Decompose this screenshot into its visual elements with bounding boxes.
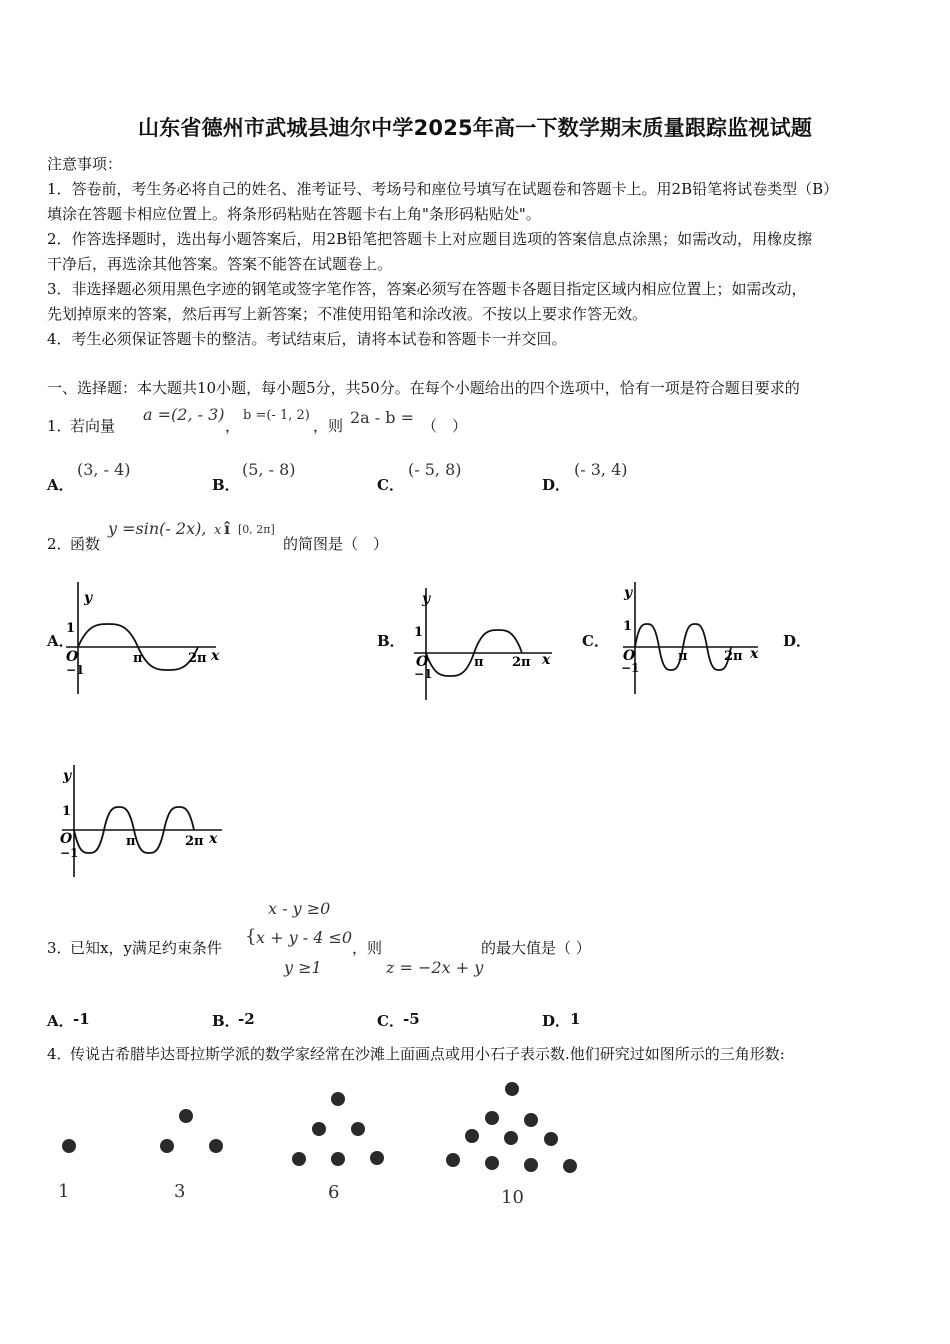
- q2-text-1: 函数: [70, 535, 101, 553]
- stone-dot: [351, 1122, 365, 1136]
- tick-two-pi: 2π: [724, 649, 743, 664]
- tick-neg-one: −1: [60, 846, 79, 860]
- q3-option-d-label: D．: [542, 1012, 571, 1030]
- notes-line-4: 干净后，再选涂其他答案。答案不能答在试题卷上。: [47, 255, 393, 273]
- stone-dot: [62, 1139, 76, 1153]
- q1-answer-paren: （ ）: [422, 417, 468, 435]
- tick-one: 1: [623, 619, 633, 634]
- origin-label: O: [623, 648, 636, 664]
- stone-dot: [312, 1122, 326, 1136]
- stone-dot: [446, 1153, 460, 1167]
- origin-label: O: [66, 649, 79, 665]
- notes-line-3: 2．作答选择题时，选出每小题答案后，用2B铅笔把答题卡上对应题目选项的答案信息点涂黑；如需改动，用橡皮擦: [47, 230, 813, 248]
- stone-dot: [292, 1152, 306, 1166]
- q1-number: 1．: [47, 417, 72, 435]
- tick-one: 1: [414, 625, 424, 640]
- q1-text-1: 若向量: [70, 417, 116, 435]
- x-label: x: [750, 646, 759, 662]
- x-label: x: [211, 648, 220, 664]
- stone-dot: [370, 1151, 384, 1165]
- tick-two-pi: 2π: [512, 655, 531, 670]
- tick-neg-one: −1: [414, 667, 433, 681]
- stone-dot: [209, 1139, 223, 1153]
- q1-option-c-label: C．: [377, 476, 404, 494]
- stone-dot: [179, 1109, 193, 1123]
- q2-function: y =sin(- 2x),: [108, 519, 207, 538]
- q1-option-b-value: (5, - 8): [242, 460, 296, 479]
- stone-dot: [504, 1131, 518, 1145]
- notes-line-6: 先划掉原来的答案，然后再写上新答案；不准使用铅笔和涂改液。不按以上要求作答无效。: [47, 305, 648, 323]
- number-label-1: 1: [58, 1181, 70, 1202]
- q1-comma: ，: [225, 417, 241, 435]
- q3-option-b-label: B．: [212, 1012, 240, 1030]
- stone-dot: [544, 1132, 558, 1146]
- stone-dot: [524, 1158, 538, 1172]
- q1-option-b-label: B．: [212, 476, 240, 494]
- q3-option-c-label: C．: [377, 1012, 404, 1030]
- tick-two-pi: 2π: [185, 834, 204, 849]
- stone-dot: [160, 1139, 174, 1153]
- stone-dot: [485, 1156, 499, 1170]
- q3-option-a-value: -1: [73, 1010, 90, 1028]
- q3-number: 3．: [47, 939, 72, 957]
- tick-pi: π: [133, 651, 143, 666]
- y-label: y: [422, 591, 431, 607]
- q2-option-c-label: C．: [582, 632, 609, 650]
- number-label-6: 6: [328, 1182, 340, 1203]
- q3-option-a-label: A．: [47, 1012, 74, 1030]
- notes-line-7: 4．考生必须保证答题卡的整洁。考试结束后，请将本试卷和答题卡一并交回。: [47, 330, 567, 348]
- notes-line-5: 3．非选择题必须用黑色字迹的钢笔或签字笔作答，答案必须写在答题卡各题目指定区域内相应位置上；如需改动，: [47, 280, 807, 298]
- q1-vector-b: b =(- 1, 2): [243, 408, 310, 423]
- stone-dot: [505, 1082, 519, 1096]
- y-label: y: [63, 768, 72, 784]
- number-label-3: 3: [174, 1181, 186, 1202]
- q2-domain-x: x: [214, 523, 222, 538]
- stone-dot: [331, 1092, 345, 1106]
- q3-constraint-2: x + y - 4 ≤0: [256, 928, 353, 947]
- q2-option-b-label: B．: [377, 632, 405, 650]
- q1-option-a-label: A．: [47, 476, 74, 494]
- q1-option-a-value: (3, - 4): [77, 460, 131, 479]
- x-label: x: [209, 831, 218, 847]
- q2-graph-d: [57, 765, 227, 880]
- q2-option-d-label: D．: [783, 632, 812, 650]
- stone-dot: [524, 1113, 538, 1127]
- q1-option-d-value: (- 3, 4): [574, 460, 628, 479]
- q2-graph-b: [414, 588, 564, 703]
- q1-option-c-value: (- 5, 8): [408, 460, 462, 479]
- q2-number: 2．: [47, 535, 72, 553]
- number-label-10: 10: [501, 1187, 524, 1208]
- tick-one: 1: [62, 804, 72, 819]
- q3-option-d-value: 1: [570, 1010, 581, 1028]
- q1-option-d-label: D．: [542, 476, 571, 494]
- q4-number: 4．: [47, 1045, 72, 1063]
- q3-text-3: 的最大值是（ ）: [481, 939, 591, 957]
- q3-text-1: 已知x，y满足约束条件: [70, 939, 222, 957]
- tick-one: 1: [66, 621, 76, 636]
- notes-line-2: 填涂在答题卡相应位置上。将条形码粘贴在答题卡右上角"条形码粘贴处"。: [47, 205, 541, 223]
- q3-option-b-value: -2: [238, 1010, 255, 1028]
- tick-two-pi: 2π: [188, 651, 207, 666]
- y-label: y: [84, 590, 93, 606]
- page-title: 山东省德州市武城县迪尔中学2025年高一下数学期末质量跟踪监视试题: [137, 116, 813, 140]
- q3-option-c-value: -5: [403, 1010, 420, 1028]
- q2-option-a-label: A．: [47, 632, 74, 650]
- q2-domain-in: î: [224, 519, 231, 538]
- notes-line-1: 1．答卷前，考生务必将自己的姓名、准考证号、考场号和座位号填写在试题卷和答题卡上。用2B铅笔将试卷类型（B）: [47, 180, 839, 198]
- tick-pi: π: [678, 649, 688, 664]
- tick-pi: π: [474, 655, 484, 670]
- q3-brace: {: [245, 926, 257, 947]
- tick-neg-one: −1: [621, 661, 640, 675]
- notes-heading: 注意事项：: [47, 155, 123, 173]
- stone-dot: [465, 1129, 479, 1143]
- q4-text: 传说古希腊毕达哥拉斯学派的数学家经常在沙滩上面画点或用小石子表示数.他们研究过如图所示的三角形数:: [70, 1045, 785, 1063]
- q3-constraint-1: x - y ≥0: [268, 899, 331, 918]
- stone-dot: [331, 1152, 345, 1166]
- q2-graph-a: [66, 582, 231, 697]
- q1-text-2: ，则: [313, 417, 344, 435]
- q2-domain-range: [0, 2π]: [238, 523, 275, 536]
- y-label: y: [624, 585, 633, 601]
- section-heading: 一、选择题：本大题共10小题，每小题5分，共50分。在每个小题给出的四个选项中，恰有一项是符合题目要求的: [47, 379, 800, 397]
- tick-neg-one: −1: [66, 663, 85, 677]
- q3-text-2: ，则: [352, 939, 383, 957]
- q2-text-2: 的简图是（ ）: [283, 535, 389, 553]
- triangular-numbers-figure: [40, 1075, 600, 1215]
- q1-expression: 2a - b =: [350, 408, 415, 427]
- q3-objective: z = −2x + y: [386, 958, 484, 977]
- origin-label: O: [60, 831, 73, 847]
- tick-pi: π: [126, 834, 136, 849]
- x-label: x: [542, 652, 551, 668]
- stone-dot: [563, 1159, 577, 1173]
- origin-label: O: [416, 654, 429, 670]
- q1-vector-a: a =(2, - 3): [143, 405, 225, 424]
- stone-dot: [485, 1111, 499, 1125]
- q2-graph-c: [618, 582, 768, 697]
- q3-constraint-3: y ≥1: [284, 958, 322, 977]
